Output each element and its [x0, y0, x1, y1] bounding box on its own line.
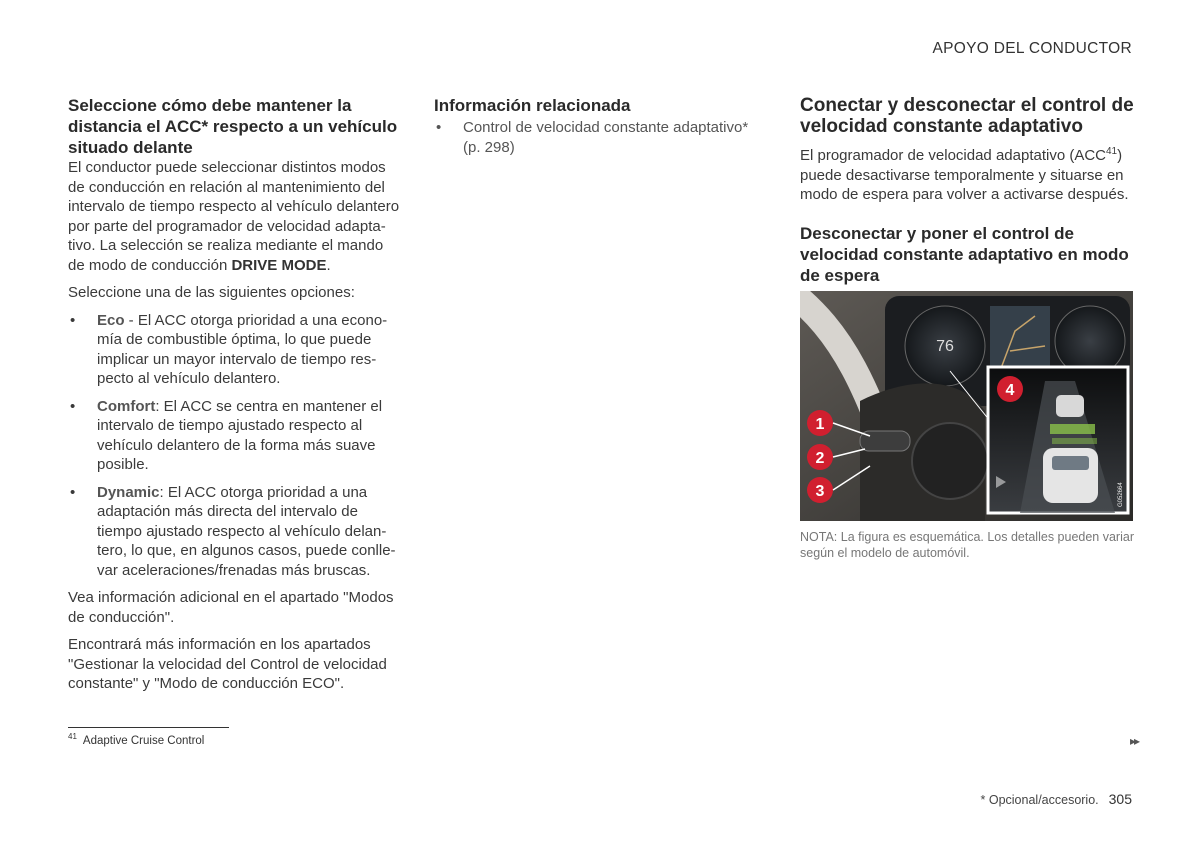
- related-heading: Información relacionada: [434, 96, 631, 115]
- footnote: $^{41}$ Adaptive Cruise Control: [68, 732, 205, 747]
- speed-readout: 76: [936, 337, 954, 355]
- running-header: APOYO DEL CONDUCTOR: [932, 40, 1132, 57]
- svg-text:3: 3: [815, 482, 825, 500]
- optional-note: * Opcional/accesorio.: [980, 793, 1099, 807]
- page-footer: [981, 791, 1132, 807]
- footnote-divider: [68, 727, 229, 728]
- select-instruction: Seleccione una de las siguientes opciones:: [68, 284, 355, 301]
- main-heading: Conectar y desconectar el control de velocidad constante adaptativo: [800, 95, 1134, 137]
- option-dynamic: • Dynamic: El ACC otorga prioridad a una adaptación más directa del intervalo de tiempo ajustado respecto al vehículo delantero, lo que, en algunos casos, puede conllevar aceleraciones/frenadas más bruscas.: [70, 483, 396, 579]
- steering-wheel-figure: [800, 291, 1133, 521]
- column-right: [800, 95, 1135, 561]
- subheading: Desconectar y poner el control de velocidad constante adaptativo en modo de espera: [800, 223, 1129, 285]
- bullet: •: [70, 397, 76, 415]
- drive-mode-label: DRIVE MODE: [231, 256, 327, 274]
- bullet: •: [70, 483, 76, 501]
- marker-4: [997, 376, 1023, 402]
- more-info-paragraph: Vea información adicional en el apartado "Modos de conducción".: [68, 589, 394, 626]
- intro-paragraph: El conductor puede seleccionar distintos modos de conducción en relación al mantenimiento del intervalo de tiempo respecto al vehículo delantero por parte del programador de velocidad adaptativo. La selección se realiza mediante el mando de modo de conducción DRIVE MODE.: [68, 159, 400, 274]
- distance-bar: [1050, 424, 1095, 434]
- section-heading: Seleccione cómo debe mantener la distancia el ACC* respecto a un vehículo situado delante: [68, 96, 398, 157]
- bullet: •: [70, 311, 76, 329]
- column-left: [68, 95, 403, 694]
- footnote-ref: 41: [1106, 146, 1118, 157]
- page-number: 305: [1108, 791, 1132, 807]
- related-link[interactable]: • Control de velocidad constante adaptativo* (p. 298): [436, 119, 749, 156]
- continue-arrows-icon: ▸▸: [1129, 734, 1138, 748]
- options-list: [68, 311, 403, 581]
- thumb-wheel-control: [860, 431, 910, 451]
- option-eco: • Eco - El ACC otorga prioridad a una economía de combustible óptima, lo que puede implicar un mayor intervalo de tiempo respecto al vehículo delantero.: [70, 311, 388, 387]
- related-list: [434, 118, 764, 157]
- car-ahead-icon: [1056, 395, 1084, 417]
- svg-text:2: 2: [815, 449, 825, 467]
- column-middle: [434, 95, 764, 165]
- option-comfort: • Comfort: El ACC se centra en mantener el intervalo de tiempo ajustado respecto al vehículo delantero de la forma más suave posible.: [70, 397, 383, 473]
- more-info-paragraph-2: Encontrará más información en los apartados "Gestionar la velocidad del Control de velocidad constante" y "Modo de conducción ECO".: [68, 636, 387, 692]
- svg-text:1: 1: [815, 415, 825, 433]
- figure-caption: NOTA: La figura es esquemática. Los detalles pueden variar según el modelo de automóvil.: [800, 529, 1134, 560]
- figure-code: G052664: [1118, 481, 1124, 507]
- acc-paragraph: El programador de velocidad adaptativo (ACC$^{41}$) puede desactivarse temporalmente y situarse en modo de espera para volver a activarse después.: [800, 146, 1129, 203]
- bullet: •: [436, 119, 442, 136]
- svg-text:4: 4: [1005, 381, 1015, 399]
